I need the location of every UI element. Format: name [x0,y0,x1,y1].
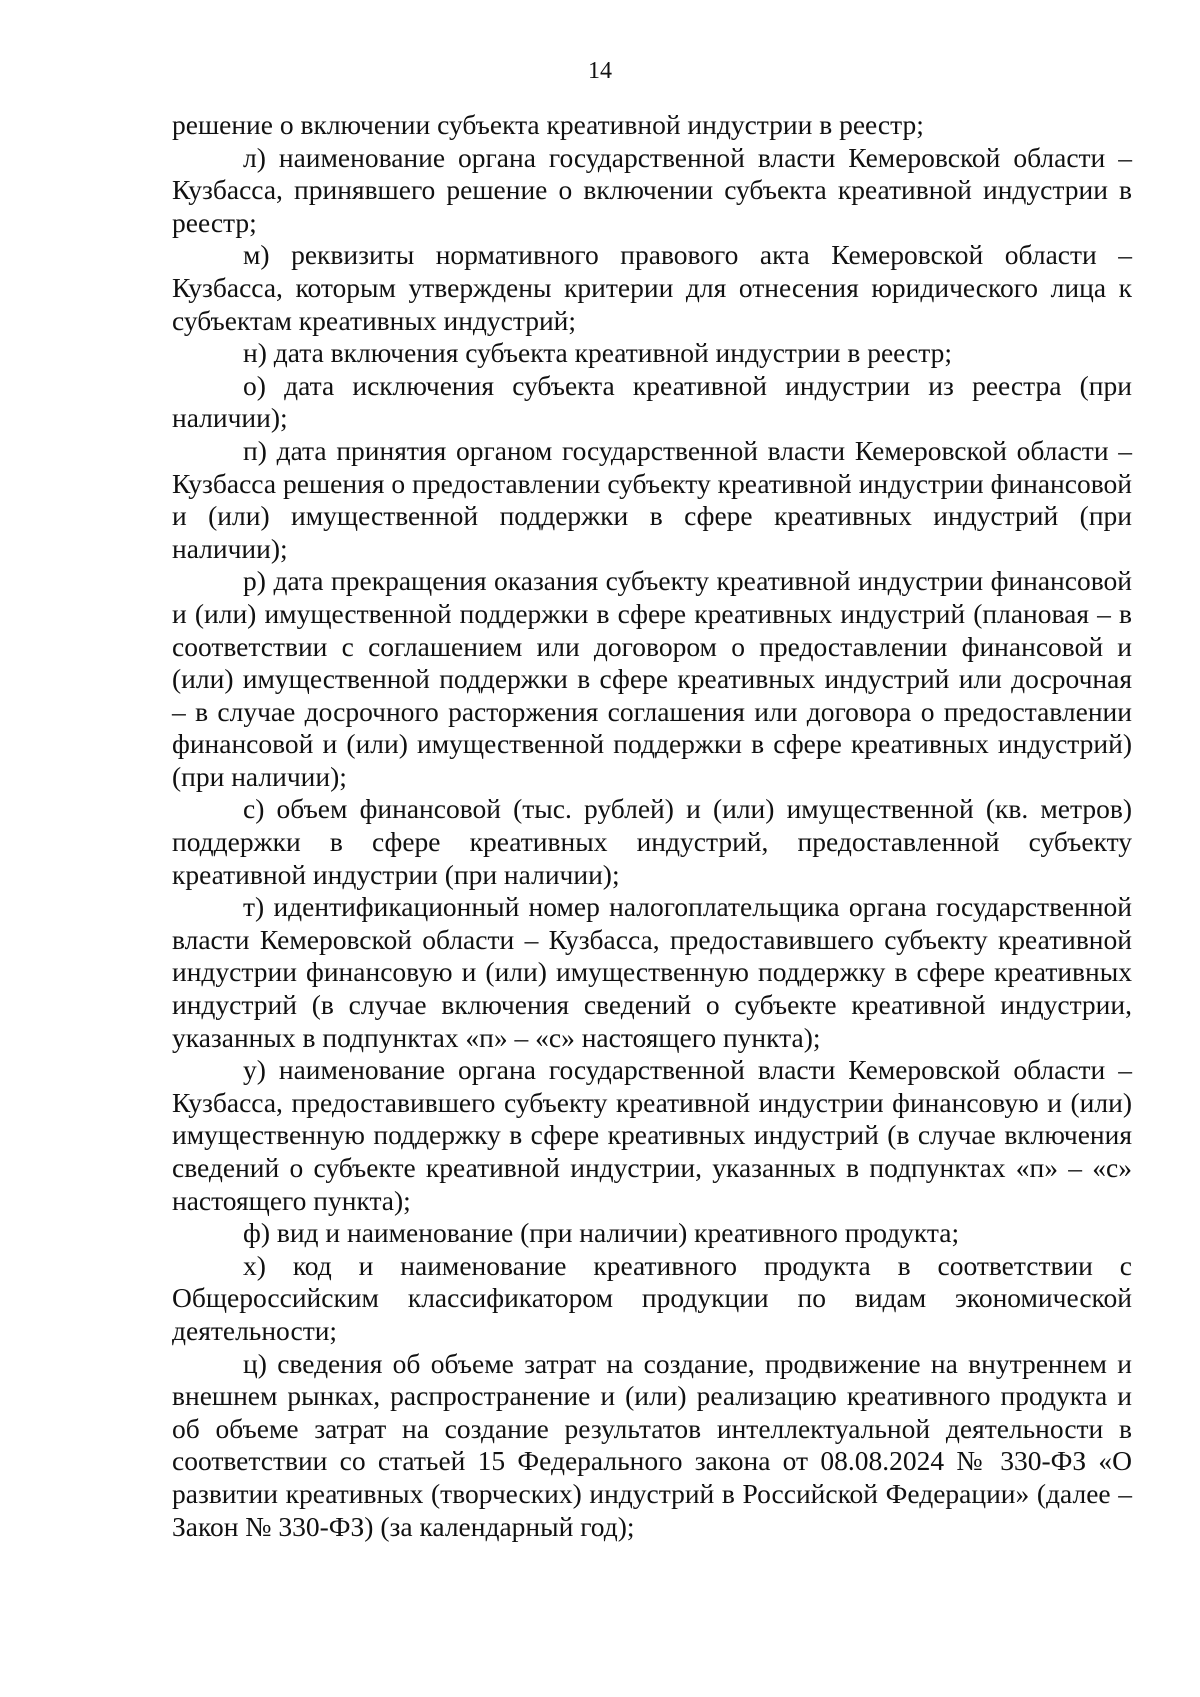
page-number: 14 [588,58,612,84]
document-body [172,109,1132,1543]
paragraph-item-t: т) идентификационный номер налогоплательщика органа государственной власти Кемеровской области – Кузбасса, предоставившего субъекту креативной индустрии финансовую и (или) имущественную поддержку в сфере креативных индустрий (в случае включения сведений о субъекте креативной индустрии, указанных в подпунктах «п» – «с» настоящего пункта); [172,891,1132,1053]
paragraph-item-kh: х) код и наименование креативного продукта в соответствии с Общероссийским классификатором продукции по видам экономической деятельности; [172,1249,1132,1346]
paragraph-item-f: ф) вид и наименование (при наличии) креативного продукта; [243,1217,960,1249]
paragraph-item-s: с) объем финансовой (тыс. рублей) и (или) имущественной (кв. метров) поддержки в сфере креативных индустрий, предоставленной субъекту креативной индустрии (при наличии); [172,793,1132,890]
paragraph-item-l: л) наименование органа государственной власти Кемеровской области – Кузбасса, принявшего решение о включении субъекта креативной индустрии в реестр; [172,141,1132,238]
paragraph-continuation: решение о включении субъекта креативной индустрии в реестр; [172,109,924,140]
paragraph-item-o: о) дата исключения субъекта креативной индустрии из реестра (при наличии); [172,369,1132,434]
paragraph-item-p: п) дата принятия органом государственной власти Кемеровской области – Кузбасса решения о предоставлении субъекту креативной индустрии финансовой и (или) имущественной поддержки в сфере креативных индустрий (при наличии); [172,434,1132,564]
paragraph-item-n: н) дата включения субъекта креативной индустрии в реестр; [243,337,952,369]
paragraph-item-m: м) реквизиты нормативного правового акта Кемеровской области – Кузбасса, которым утверждены критерии для отнесения юридического лица к субъектам креативных индустрий; [172,239,1132,336]
paragraph-item-r: р) дата прекращения оказания субъекту креативной индустрии финансовой и (или) имущественной поддержки в сфере креативных индустрий (плановая – в соответствии с соглашением или договором о предоставлении финансовой и (или) имущественной поддержки в сфере креативных индустрий или досрочная – в случае досрочного расторжения соглашения или договора о предоставлении финансовой и (или) имущественной поддержки в сфере креативных индустрий) (при наличии); [172,565,1132,792]
paragraph-item-u: у) наименование органа государственной власти Кемеровской области – Кузбасса, предоставившего субъекту креативной индустрии финансовую и (или) имущественную поддержку в сфере креативных индустрий (в случае включения сведений о субъекте креативной индустрии, указанных в подпунктах «п» – «с» настоящего пункта); [172,1054,1132,1216]
paragraph-item-ts: ц) сведения об объеме затрат на создание, продвижение на внутреннем и внешнем рынках, распространение и (или) реализацию креативного продукта и об объеме затрат на создание результатов интеллектуальной деятельности в соответствии со статьей 15 Федерального закона от 08.08.2024 № 330-ФЗ «О развитии креативных (творческих) индустрий в Российской Федерации» (далее – Закон № 330-ФЗ) (за календарный год); [172,1347,1132,1542]
